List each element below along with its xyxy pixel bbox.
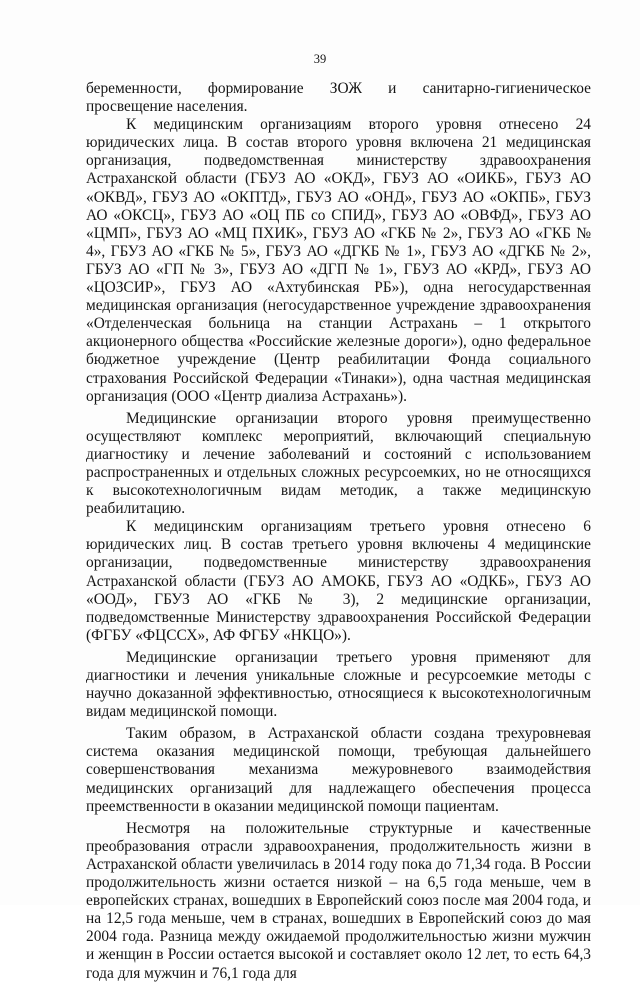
paragraph-2: К медицинским организациям второго уровня отнесено 24 юридических лица. В состав второго уровня включена 21 медицинская организация, подведомственная министерству здравоохранения Астраханской области (ГБУЗ АО «ОКД», ГБУЗ АО «ОИКБ», ГБУЗ АО «ОКВД», ГБУЗ АО «ОКПТД», ГБУЗ АО «ОНД», ГБУЗ АО «ОКПБ», ГБУЗ АО «ОКСЦ», ГБУЗ АО «ОЦ ПБ со СПИД», ГБУЗ АО «ОВФД», ГБУЗ АО «ЦМП», ГБУЗ АО «МЦ ПХИК», ГБУЗ АО «ГКБ № 2», ГБУЗ АО «ГКБ № 4», ГБУЗ АО «ГКБ № 5», ГБУЗ АО «ДГКБ № 1», ГБУЗ АО «ДГКБ № 2», ГБУЗ АО «ГП № 3», ГБУЗ АО «ДГП № 1», ГБУЗ АО «КРД», ГБУЗ АО «ЦОЗСИР», ГБУЗ АО «Ахтубинская РБ»), одна негосударственная медицинская организация (негосударственное учреждение здравоохранения «Отделенческая больница на станции Астрахань – 1 открытого акционерного общества «Российские железные дороги»), одно федеральное бюджетное учреждение (Центр реабилитации Фонда социального страхования Российской Федерации «Тинаки»), одна частная медицинская организация (ООО «Центр диализа Астрахань»). [86, 116, 591, 405]
paragraph-6: Таким образом, в Астраханской области создана трехуровневая система оказания медицинской помощи, требующая дальнейшего совершенствования механизма межуровневого взаимодействия медицинских организаций для надлежащего обеспечения процесса преемственности в оказании медицинской помощи пациентам. [86, 725, 591, 815]
page-number: 39 [313, 52, 327, 66]
paragraph-1: беременности, формирование ЗОЖ и санитарно-гигиеническое просвещение населения. [86, 80, 591, 116]
paragraph-5: Медицинские организации третьего уровня применяют для диагностики и лечения уникальные сложные и ресурсоемкие методы с научно доказанной эффективностью, относящиеся к высокотехнологичным видам медицинской помощи. [86, 648, 591, 721]
paragraph-7: Несмотря на положительные структурные и качественные преобразования отрасли здравоохранения, продолжительность жизни в Астраханской области увеличилась в 2014 году пока до 71,34 года. В России продолжительность жизни остается низкой – на 6,5 года меньше, чем в европейских странах, вошедших в Европейский союз после мая 2004 года, и на 12,5 года меньше, чем в странах, вошедших в Европейский союз до мая 2004 года. Разница между ожидаемой продолжительностью жизни мужчин и женщин в России остается высокой и составляет около 12 лет, то есть 64,3 года для мужчин и 76,1 года для [86, 819, 591, 982]
paragraph-3: Медицинские организации второго уровня преимущественно осуществляют комплекс мероприятий, включающий специальную диагностику и лечение заболеваний и состояний с использованием распространенных и отдельных сложных ресурсоемких, но не относящихся к высокотехнологичным видам методик, а также медицинскую реабилитацию. [86, 409, 591, 518]
paragraph-4: К медицинским организациям третьего уровня отнесено 6 юридических лиц. В состав третьего уровня включены 4 медицинские организации, подведомственные министерству здравоохранения Астраханской области (ГБУЗ АО АМОКБ, ГБУЗ АО «ОДКБ», ГБУЗ АО «ООД», ГБУЗ АО «ГКБ № 3), 2 медицинские организации, подведомственные Министерству здравоохранения Российской Федерации (ФГБУ «ФЦССХ», АФ ФГБУ «НКЦО»). [86, 518, 591, 644]
body-text [86, 80, 591, 983]
